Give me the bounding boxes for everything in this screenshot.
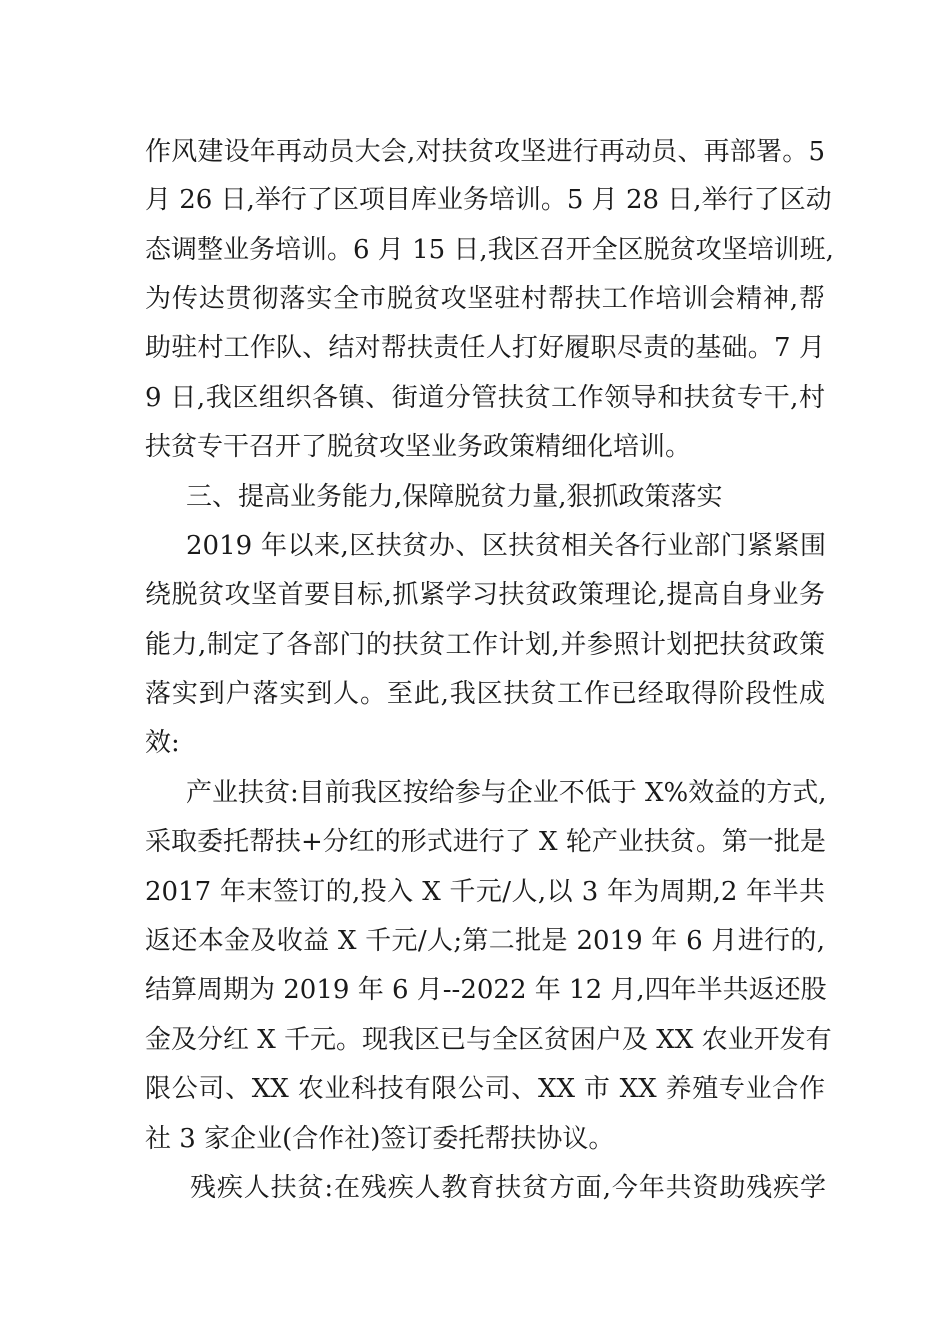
text-line-22: 残疾人扶贫:在残疾人教育扶贫方面,今年共资助残疾学 xyxy=(190,1173,826,1203)
text-line-18: 结算周期为 2019 年 6 月--2022 年 12 月,四年半共返还股 xyxy=(145,975,827,1005)
text-line-14: 产业扶贫:目前我区按给参与企业不低于 X%效益的方式, xyxy=(186,778,827,808)
text-line-20: 限公司、XX 农业科技有限公司、XX 市 XX 养殖专业合作 xyxy=(145,1074,825,1104)
text-line-11: 能力,制定了各部门的扶贫工作计划,并参照计划把扶贫政策 xyxy=(145,630,825,660)
text-line-3: 态调整业务培训。6 月 15 日,我区召开全区脱贫攻坚培训班, xyxy=(145,235,834,265)
text-line-9: 2019 年以来,区扶贫办、区扶贫相关各行业部门紧紧围 xyxy=(186,531,826,561)
text-line-4: 为传达贯彻落实全市脱贫攻坚驻村帮扶工作培训会精神,帮 xyxy=(145,284,825,314)
text-line-16: 2017 年末签订的,投入 X 千元/人,以 3 年为周期,2 年半共 xyxy=(145,877,825,907)
text-line-7: 扶贫专干召开了脱贫攻坚业务政策精细化培训。 xyxy=(145,432,692,462)
text-line-5: 助驻村工作队、结对帮扶责任人打好履职尽责的基础。7 月 xyxy=(145,333,825,363)
text-line-15: 采取委托帮扶+分红的形式进行了 X 轮产业扶贫。第一批是 xyxy=(145,827,826,857)
text-line-17: 返还本金及收益 X 千元/人;第二批是 2019 年 6 月进行的, xyxy=(145,926,825,956)
text-line-2: 月 26 日,举行了区项目库业务培训。5 月 28 日,举行了区动 xyxy=(145,185,832,215)
text-line-12: 落实到户落实到人。至此,我区扶贫工作已经取得阶段性成 xyxy=(145,679,825,709)
text-line-13: 效: xyxy=(145,728,180,758)
section-heading: 三、提高业务能力,保障脱贫力量,狠抓政策落实 xyxy=(186,482,723,512)
text-line-21: 社 3 家企业(合作社)签订委托帮扶协议。 xyxy=(145,1124,615,1154)
text-line-6: 9 日,我区组织各镇、街道分管扶贫工作领导和扶贫专干,村 xyxy=(145,383,825,413)
text-line-1: 作风建设年再动员大会,对扶贫攻坚进行再动员、再部署。5 xyxy=(145,137,825,167)
text-line-10: 绕脱贫攻坚首要目标,抓紧学习扶贫政策理论,提高自身业务 xyxy=(145,580,825,610)
text-line-19: 金及分红 X 千元。现我区已与全区贫困户及 XX 农业开发有 xyxy=(145,1025,832,1055)
